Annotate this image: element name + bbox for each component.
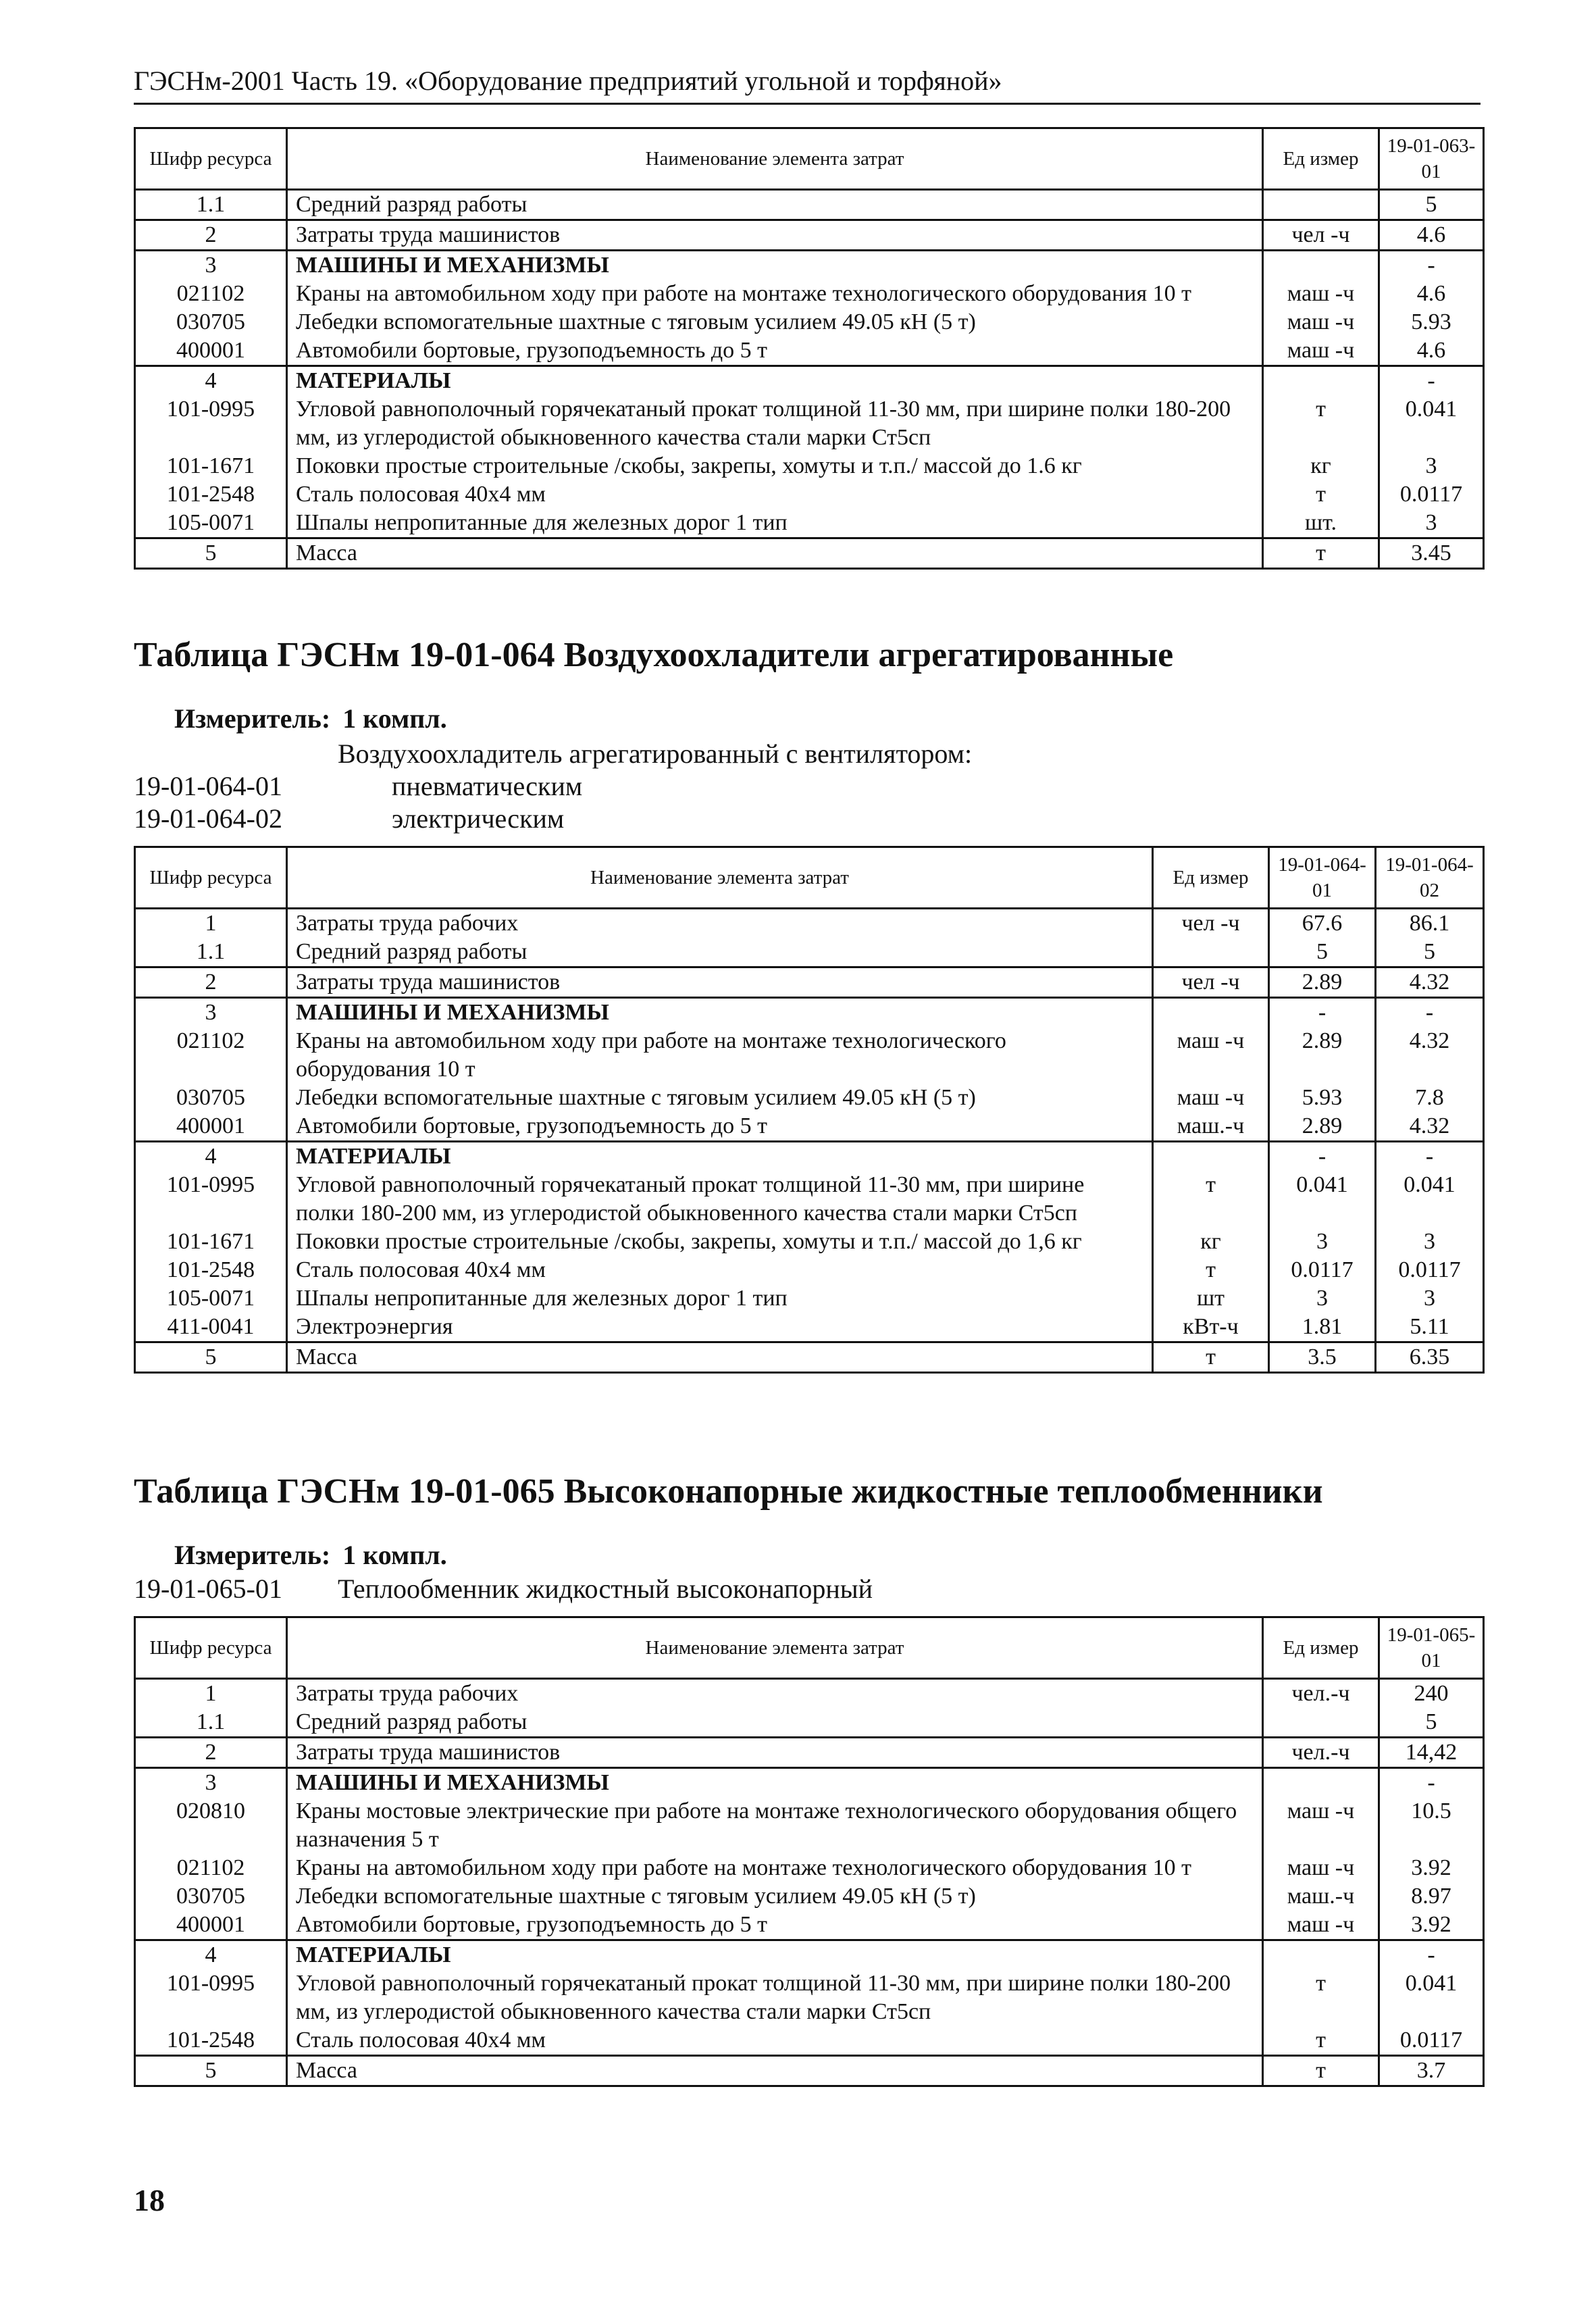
cell-name: Масса bbox=[287, 2056, 1263, 2086]
cell-value: 10.5 bbox=[1379, 1797, 1484, 1854]
cell-value: 3 bbox=[1269, 1228, 1376, 1256]
cell-unit: т bbox=[1263, 1969, 1379, 2026]
cell-name: Краны на автомобильном ходу при работе на монтаже технологического оборудования 10 т bbox=[287, 280, 1263, 308]
cell-value: 0.041 bbox=[1269, 1171, 1376, 1228]
cell-code: 400001 bbox=[135, 336, 287, 366]
cell-code: 4 bbox=[135, 366, 287, 396]
cell-value: 0.0117 bbox=[1379, 480, 1484, 509]
cell-unit: чел -ч bbox=[1153, 967, 1269, 998]
cell-name: Автомобили бортовые, грузоподъемность до 5 т bbox=[287, 1911, 1263, 1940]
column-header-code: Шифр ресурса bbox=[135, 1617, 287, 1679]
table-header-row bbox=[135, 1617, 1484, 1679]
table-row bbox=[135, 1969, 1484, 2026]
cell-name: Затраты труда машинистов bbox=[287, 220, 1263, 251]
cell-value: - bbox=[1376, 1142, 1484, 1172]
cell-unit: чел -ч bbox=[1153, 909, 1269, 938]
cell-name: Затраты труда рабочих bbox=[287, 1679, 1263, 1709]
norm-code: 19-01-065-01 bbox=[134, 1574, 282, 1604]
cell-code: 1.1 bbox=[135, 190, 287, 220]
cell-code: 101-0995 bbox=[135, 1969, 287, 2026]
cell-value: 5 bbox=[1269, 938, 1376, 967]
cell-value: 2.89 bbox=[1269, 1027, 1376, 1084]
cell-code: 2 bbox=[135, 220, 287, 251]
column-header-name: Наименование элемента затрат bbox=[287, 847, 1153, 909]
cell-code: 021102 bbox=[135, 280, 287, 308]
cell-unit: т bbox=[1263, 538, 1379, 569]
cell-unit: т bbox=[1263, 480, 1379, 509]
cell-value: 3.5 bbox=[1269, 1342, 1376, 1373]
cell-name: МАТЕРИАЛЫ bbox=[287, 1142, 1153, 1172]
table-row bbox=[135, 480, 1484, 509]
cell-code: 4 bbox=[135, 1142, 287, 1172]
table-row bbox=[135, 1284, 1484, 1313]
cell-value: - bbox=[1269, 1142, 1376, 1172]
cell-value: - bbox=[1269, 998, 1376, 1028]
cell-value: 2.89 bbox=[1269, 967, 1376, 998]
column-header-code: Шифр ресурса bbox=[135, 128, 287, 190]
cell-name: Угловой равнополочный горячекатаный прокат толщиной 11-30 мм, при ширине полки 180-200 мм, из углеродистой обыкновенного качества стали марки Ст5сп bbox=[287, 395, 1263, 452]
measure-line-064 bbox=[174, 703, 447, 734]
cell-unit: т bbox=[1153, 1171, 1269, 1228]
measure-label: Измеритель: bbox=[174, 703, 331, 734]
cell-unit: маш -ч bbox=[1263, 308, 1379, 336]
cell-unit: маш.-ч bbox=[1263, 1882, 1379, 1911]
cell-name: МАШИНЫ И МЕХАНИЗМЫ bbox=[287, 998, 1153, 1028]
cell-code: 1.1 bbox=[135, 938, 287, 967]
cell-name: Сталь полосовая 40х4 мм bbox=[287, 2026, 1263, 2056]
cell-unit: маш -ч bbox=[1153, 1084, 1269, 1112]
cell-code: 030705 bbox=[135, 1084, 287, 1112]
cell-value: 3 bbox=[1376, 1228, 1484, 1256]
table-row bbox=[135, 395, 1484, 452]
cell-unit: маш -ч bbox=[1263, 1854, 1379, 1882]
cell-name: Затраты труда рабочих bbox=[287, 909, 1153, 938]
cell-value: 5.11 bbox=[1376, 1313, 1484, 1342]
cell-value: 0.041 bbox=[1379, 395, 1484, 452]
table-row bbox=[135, 251, 1484, 280]
cell-name: Средний разряд работы bbox=[287, 1708, 1263, 1738]
cell-unit: т bbox=[1263, 2026, 1379, 2056]
cell-name: Лебедки вспомогательные шахтные с тяговым усилием 49.05 кН (5 т) bbox=[287, 1084, 1153, 1112]
cell-value: 0.041 bbox=[1376, 1171, 1484, 1228]
cell-code: 5 bbox=[135, 538, 287, 569]
cell-name: Шпалы непропитанные для железных дорог 1 тип bbox=[287, 509, 1263, 538]
table-row bbox=[135, 1797, 1484, 1854]
cell-value: 4.6 bbox=[1379, 280, 1484, 308]
table-row bbox=[135, 2026, 1484, 2056]
norm-variant: пневматическим bbox=[392, 771, 583, 801]
cell-code: 021102 bbox=[135, 1854, 287, 1882]
cell-value: 5 bbox=[1379, 190, 1484, 220]
cell-name: МАТЕРИАЛЫ bbox=[287, 1940, 1263, 1970]
cell-code: 3 bbox=[135, 998, 287, 1028]
cell-value: 5 bbox=[1376, 938, 1484, 967]
cell-value: 3 bbox=[1379, 509, 1484, 538]
norm-code: 19-01-064-01 bbox=[134, 771, 282, 801]
cell-code: 3 bbox=[135, 251, 287, 280]
table-row bbox=[135, 1142, 1484, 1172]
cost-table-065 bbox=[134, 1616, 1485, 2087]
cell-value: 3.45 bbox=[1379, 538, 1484, 569]
cell-value: 3 bbox=[1269, 1284, 1376, 1313]
cell-code: 030705 bbox=[135, 308, 287, 336]
cell-value: 5 bbox=[1379, 1708, 1484, 1738]
cell-unit bbox=[1263, 1768, 1379, 1798]
cell-code: 101-2548 bbox=[135, 1256, 287, 1284]
cell-code: 5 bbox=[135, 1342, 287, 1373]
table-row bbox=[135, 2056, 1484, 2086]
cell-name: Сталь полосовая 40х4 мм bbox=[287, 480, 1263, 509]
cell-value: - bbox=[1379, 251, 1484, 280]
cell-unit: кг bbox=[1263, 452, 1379, 480]
table-row bbox=[135, 190, 1484, 220]
cell-name: Электроэнергия bbox=[287, 1313, 1153, 1342]
cell-value: 3 bbox=[1376, 1284, 1484, 1313]
table-row bbox=[135, 1940, 1484, 1970]
column-header-value: 19-01-064-01 bbox=[1269, 847, 1376, 909]
table-row bbox=[135, 1228, 1484, 1256]
cell-unit bbox=[1153, 938, 1269, 967]
table-row bbox=[135, 1708, 1484, 1738]
table-row bbox=[135, 509, 1484, 538]
cell-name: Средний разряд работы bbox=[287, 190, 1263, 220]
cell-value: 4.32 bbox=[1376, 1112, 1484, 1142]
cell-code: 5 bbox=[135, 2056, 287, 2086]
cell-value: 86.1 bbox=[1376, 909, 1484, 938]
cell-unit bbox=[1153, 998, 1269, 1028]
cell-code: 2 bbox=[135, 1738, 287, 1768]
cell-code: 2 bbox=[135, 967, 287, 998]
cell-name: Лебедки вспомогательные шахтные с тяговым усилием 49.05 кН (5 т) bbox=[287, 308, 1263, 336]
cell-name: Угловой равнополочный горячекатаный прокат толщиной 11-30 мм, при ширине полки 180-200 мм, из углеродистой обыкновенного качества стали марки Ст5сп bbox=[287, 1171, 1153, 1228]
cell-code: 021102 bbox=[135, 1027, 287, 1084]
cell-code: 020810 bbox=[135, 1797, 287, 1854]
table-row bbox=[135, 452, 1484, 480]
cell-value: 3.7 bbox=[1379, 2056, 1484, 2086]
cell-unit: маш.-ч bbox=[1153, 1112, 1269, 1142]
cell-unit bbox=[1263, 190, 1379, 220]
table-row bbox=[135, 1768, 1484, 1798]
norm-variant: электрическим bbox=[392, 803, 565, 834]
cell-code: 101-1671 bbox=[135, 1228, 287, 1256]
cell-name: Лебедки вспомогательные шахтные с тяговым усилием 49.05 кН (5 т) bbox=[287, 1882, 1263, 1911]
section-title-065: Таблица ГЭСНм 19-01-065 Высоконапорные жидкостные теплообменники bbox=[134, 1472, 1323, 1511]
cell-value: 2.89 bbox=[1269, 1112, 1376, 1142]
cell-name: Затраты труда машинистов bbox=[287, 1738, 1263, 1768]
cell-unit: чел.-ч bbox=[1263, 1679, 1379, 1709]
cell-unit: т bbox=[1153, 1256, 1269, 1284]
cell-code: 400001 bbox=[135, 1911, 287, 1940]
table-row bbox=[135, 1911, 1484, 1940]
measure-line-065 bbox=[174, 1539, 447, 1571]
table-row bbox=[135, 998, 1484, 1028]
cell-value: 0.0117 bbox=[1376, 1256, 1484, 1284]
cell-name: Средний разряд работы bbox=[287, 938, 1153, 967]
cell-unit bbox=[1153, 1142, 1269, 1172]
table-row bbox=[135, 1679, 1484, 1709]
section-title-064: Таблица ГЭСНм 19-01-064 Воздухоохладители агрегатированные bbox=[134, 636, 1174, 674]
table-row bbox=[135, 1882, 1484, 1911]
cell-code: 105-0071 bbox=[135, 509, 287, 538]
table-row bbox=[135, 909, 1484, 938]
table-row bbox=[135, 1738, 1484, 1768]
cell-unit: маш -ч bbox=[1263, 280, 1379, 308]
cell-value: 3.92 bbox=[1379, 1911, 1484, 1940]
cell-name: МАТЕРИАЛЫ bbox=[287, 366, 1263, 396]
cell-name: Угловой равнополочный горячекатаный прокат толщиной 11-30 мм, при ширине полки 180-200 мм, из углеродистой обыкновенного качества стали марки Ст5сп bbox=[287, 1969, 1263, 2026]
table-row bbox=[135, 1342, 1484, 1373]
cell-unit bbox=[1263, 1708, 1379, 1738]
cell-code: 101-0995 bbox=[135, 1171, 287, 1228]
cell-value: 240 bbox=[1379, 1679, 1484, 1709]
column-header-name: Наименование элемента затрат bbox=[287, 1617, 1263, 1679]
cell-unit: маш -ч bbox=[1263, 1797, 1379, 1854]
cell-code: 030705 bbox=[135, 1882, 287, 1911]
cell-unit: т bbox=[1263, 395, 1379, 452]
cell-value: 6.35 bbox=[1376, 1342, 1484, 1373]
cell-name: Автомобили бортовые, грузоподъемность до 5 т bbox=[287, 336, 1263, 366]
cell-name: Сталь полосовая 40х4 мм bbox=[287, 1256, 1153, 1284]
table-row bbox=[135, 308, 1484, 336]
column-header-code: Шифр ресурса bbox=[135, 847, 287, 909]
cell-code: 3 bbox=[135, 1768, 287, 1798]
column-header-unit: Ед измер bbox=[1153, 847, 1269, 909]
cell-code: 101-2548 bbox=[135, 480, 287, 509]
cell-value: 7.8 bbox=[1376, 1084, 1484, 1112]
cell-unit: маш -ч bbox=[1153, 1027, 1269, 1084]
table-row bbox=[135, 280, 1484, 308]
cell-name: Поковки простые строительные /скобы, закрепы, хомуты и т.п./ массой до 1.6 кг bbox=[287, 452, 1263, 480]
cell-unit: кг bbox=[1153, 1228, 1269, 1256]
cell-name: МАШИНЫ И МЕХАНИЗМЫ bbox=[287, 1768, 1263, 1798]
table-header-row bbox=[135, 128, 1484, 190]
cell-value: - bbox=[1379, 1940, 1484, 1970]
table-row bbox=[135, 1084, 1484, 1112]
cell-value: 0.0117 bbox=[1379, 2026, 1484, 2056]
cost-table-063 bbox=[134, 127, 1485, 570]
table-header-row bbox=[135, 847, 1484, 909]
table-row bbox=[135, 538, 1484, 569]
cell-unit: т bbox=[1263, 2056, 1379, 2086]
table-row bbox=[135, 1027, 1484, 1084]
cell-code: 101-2548 bbox=[135, 2026, 287, 2056]
cell-unit: чел.-ч bbox=[1263, 1738, 1379, 1768]
measure-value: 1 компл. bbox=[342, 703, 447, 734]
cell-value: 3.92 bbox=[1379, 1854, 1484, 1882]
cost-table-064 bbox=[134, 846, 1485, 1374]
cell-code: 101-0995 bbox=[135, 395, 287, 452]
table-row bbox=[135, 1256, 1484, 1284]
column-header-value: 19-01-064-02 bbox=[1376, 847, 1484, 909]
header-rule bbox=[134, 103, 1481, 105]
cell-name: Краны на автомобильном ходу при работе на монтаже технологического оборудования 10 т bbox=[287, 1027, 1153, 1084]
cell-unit: т bbox=[1153, 1342, 1269, 1373]
cell-value: 4.32 bbox=[1376, 967, 1484, 998]
cell-code: 101-1671 bbox=[135, 452, 287, 480]
cell-unit: маш -ч bbox=[1263, 1911, 1379, 1940]
table-row bbox=[135, 220, 1484, 251]
cell-code: 105-0071 bbox=[135, 1284, 287, 1313]
cell-value: 4.6 bbox=[1379, 220, 1484, 251]
cell-unit: кВт-ч bbox=[1153, 1313, 1269, 1342]
cell-value: 4.6 bbox=[1379, 336, 1484, 366]
cell-value: 67.6 bbox=[1269, 909, 1376, 938]
table-row bbox=[135, 1313, 1484, 1342]
page-number: 18 bbox=[134, 2183, 165, 2217]
running-header: ГЭСНм-2001 Часть 19. «Оборудование предприятий угольной и торфяной» bbox=[134, 66, 1002, 96]
measure-value: 1 компл. bbox=[342, 1540, 447, 1570]
table-row bbox=[135, 336, 1484, 366]
table-row bbox=[135, 366, 1484, 396]
cell-value: - bbox=[1379, 1768, 1484, 1798]
column-header-value: 19-01-063-01 bbox=[1379, 128, 1484, 190]
table-row bbox=[135, 967, 1484, 998]
cell-value: 5.93 bbox=[1269, 1084, 1376, 1112]
cell-unit bbox=[1263, 251, 1379, 280]
cell-unit: шт. bbox=[1263, 509, 1379, 538]
section-description: Воздухоохладитель агрегатированный с вентилятором: bbox=[338, 738, 973, 769]
cell-value: 1.81 bbox=[1269, 1313, 1376, 1342]
table-row bbox=[135, 1112, 1484, 1142]
cell-name: МАШИНЫ И МЕХАНИЗМЫ bbox=[287, 251, 1263, 280]
norm-code: 19-01-064-02 bbox=[134, 803, 282, 834]
measure-label: Измеритель: bbox=[174, 1540, 331, 1570]
cell-code: 1 bbox=[135, 1679, 287, 1709]
column-header-name: Наименование элемента затрат bbox=[287, 128, 1263, 190]
table-row bbox=[135, 938, 1484, 967]
cell-unit: маш -ч bbox=[1263, 336, 1379, 366]
cell-name: Краны на автомобильном ходу при работе на монтаже технологического оборудования 10 т bbox=[287, 1854, 1263, 1882]
cell-value: 5.93 bbox=[1379, 308, 1484, 336]
column-header-unit: Ед измер bbox=[1263, 1617, 1379, 1679]
cell-name: Затраты труда машинистов bbox=[287, 967, 1153, 998]
table-row bbox=[135, 1171, 1484, 1228]
cell-value: 4.32 bbox=[1376, 1027, 1484, 1084]
cell-name: Шпалы непропитанные для железных дорог 1 тип bbox=[287, 1284, 1153, 1313]
cell-value: 0.0117 bbox=[1269, 1256, 1376, 1284]
cell-name: Автомобили бортовые, грузоподъемность до 5 т bbox=[287, 1112, 1153, 1142]
cell-value: 3 bbox=[1379, 452, 1484, 480]
cell-code: 1.1 bbox=[135, 1708, 287, 1738]
cell-value: 0.041 bbox=[1379, 1969, 1484, 2026]
cell-name: Масса bbox=[287, 1342, 1153, 1373]
cell-unit: шт bbox=[1153, 1284, 1269, 1313]
column-header-unit: Ед измер bbox=[1263, 128, 1379, 190]
cell-code: 411-0041 bbox=[135, 1313, 287, 1342]
cell-name: Краны мостовые электрические при работе на монтаже технологического оборудования общего назначения 5 т bbox=[287, 1797, 1263, 1854]
cell-code: 4 bbox=[135, 1940, 287, 1970]
column-header-value: 19-01-065-01 bbox=[1379, 1617, 1484, 1679]
cell-unit: чел -ч bbox=[1263, 220, 1379, 251]
cell-value: 8.97 bbox=[1379, 1882, 1484, 1911]
cell-name: Поковки простые строительные /скобы, закрепы, хомуты и т.п./ массой до 1,6 кг bbox=[287, 1228, 1153, 1256]
cell-unit bbox=[1263, 366, 1379, 396]
cell-code: 400001 bbox=[135, 1112, 287, 1142]
cell-value: - bbox=[1376, 998, 1484, 1028]
cell-value: 14,42 bbox=[1379, 1738, 1484, 1768]
table-row bbox=[135, 1854, 1484, 1882]
norm-variant: Теплообменник жидкостный высоконапорный bbox=[338, 1574, 873, 1604]
cell-name: Масса bbox=[287, 538, 1263, 569]
cell-code: 1 bbox=[135, 909, 287, 938]
cell-value: - bbox=[1379, 366, 1484, 396]
cell-unit bbox=[1263, 1940, 1379, 1970]
